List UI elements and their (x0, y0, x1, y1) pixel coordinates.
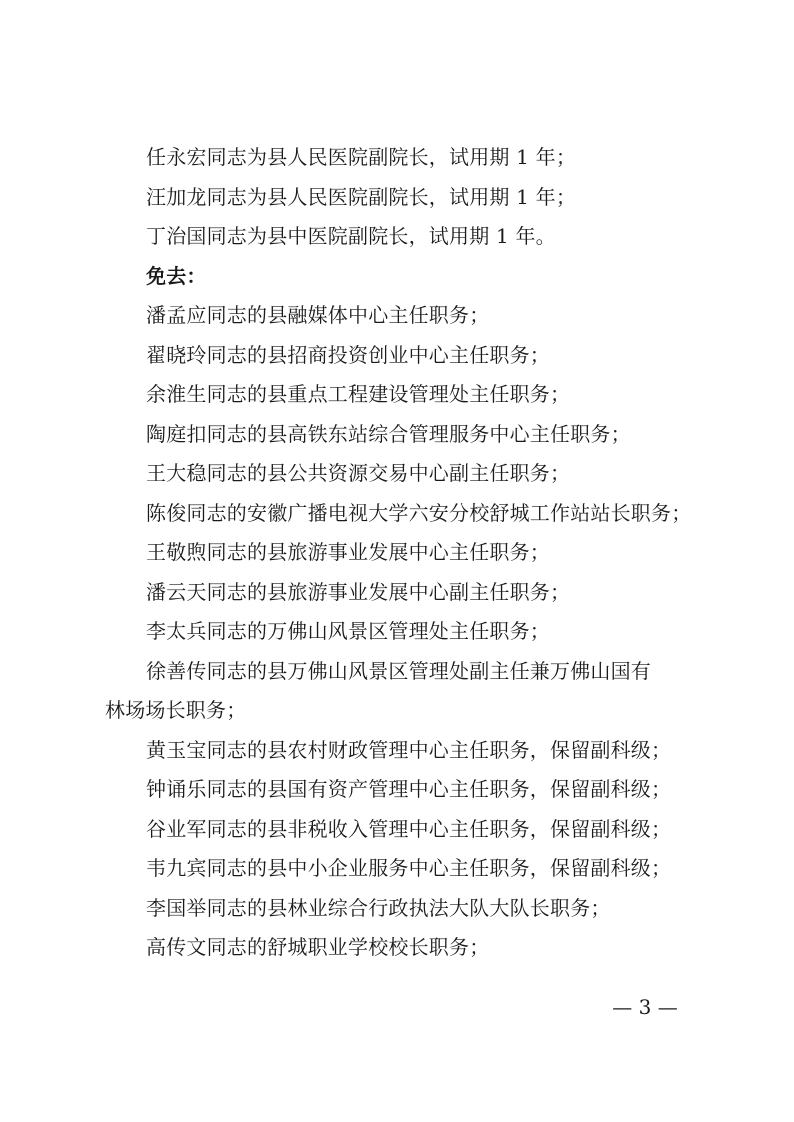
removal-line: 潘云天同志的县旅游事业发展中心副主任职务； (146, 579, 571, 604)
removal-line: 高传文同志的舒城职业学校校长职务； (146, 935, 490, 959)
removal-heading: 免去： (146, 263, 207, 288)
removal-line: 王大稳同志的县公共资源交易中心副主任职务； (146, 461, 571, 485)
removal-line: 谷业军同志的县非税收入管理中心主任职务，保留副科级； (146, 816, 672, 841)
removal-line: 徐善传同志的县万佛山风景区管理处副主任兼万佛山国有 (146, 658, 651, 683)
removal-line: 韦九宾同志的县中小企业服务中心主任职务，保留副科级； (146, 856, 672, 880)
removal-line: 陶庭扣同志的县高铁东站综合管理服务中心主任职务； (146, 421, 631, 446)
removal-line: 王敬煦同志的县旅游事业发展中心主任职务； (146, 540, 550, 564)
document-body (105, 138, 692, 968)
removal-line: 钟诵乐同志的县国有资产管理中心主任职务，保留副科级； (146, 777, 672, 801)
page-number: — 3 — (612, 995, 678, 1019)
removal-line: 李国举同志的县林业综合行政执法大队大队长职务； (146, 895, 611, 920)
appointment-line: 任永宏同志为县人民医院副院长，试用期 1 年； (146, 145, 577, 169)
removal-line: 潘孟应同志的县融媒体中心主任职务； (146, 303, 490, 327)
removal-line-continuation: 林场场长职务； (105, 698, 247, 722)
appointment-line: 丁治国同志为县中医院副院长，试用期 1 年。 (146, 224, 556, 248)
removal-line: 余淮生同志的县重点工程建设管理处主任职务； (146, 382, 571, 406)
removal-line: 翟晓玲同志的县招商投资创业中心主任职务； (146, 342, 550, 367)
appointment-line: 汪加龙同志为县人民医院副院长，试用期 1 年； (146, 184, 577, 209)
removal-line: 黄玉宝同志的县农村财政管理中心主任职务，保留副科级； (146, 737, 672, 762)
removal-line: 陈俊同志的安徽广播电视大学六安分校舒城工作站站长职务； (146, 500, 692, 525)
removal-line: 李太兵同志的万佛山风景区管理处主任职务； (146, 619, 550, 643)
